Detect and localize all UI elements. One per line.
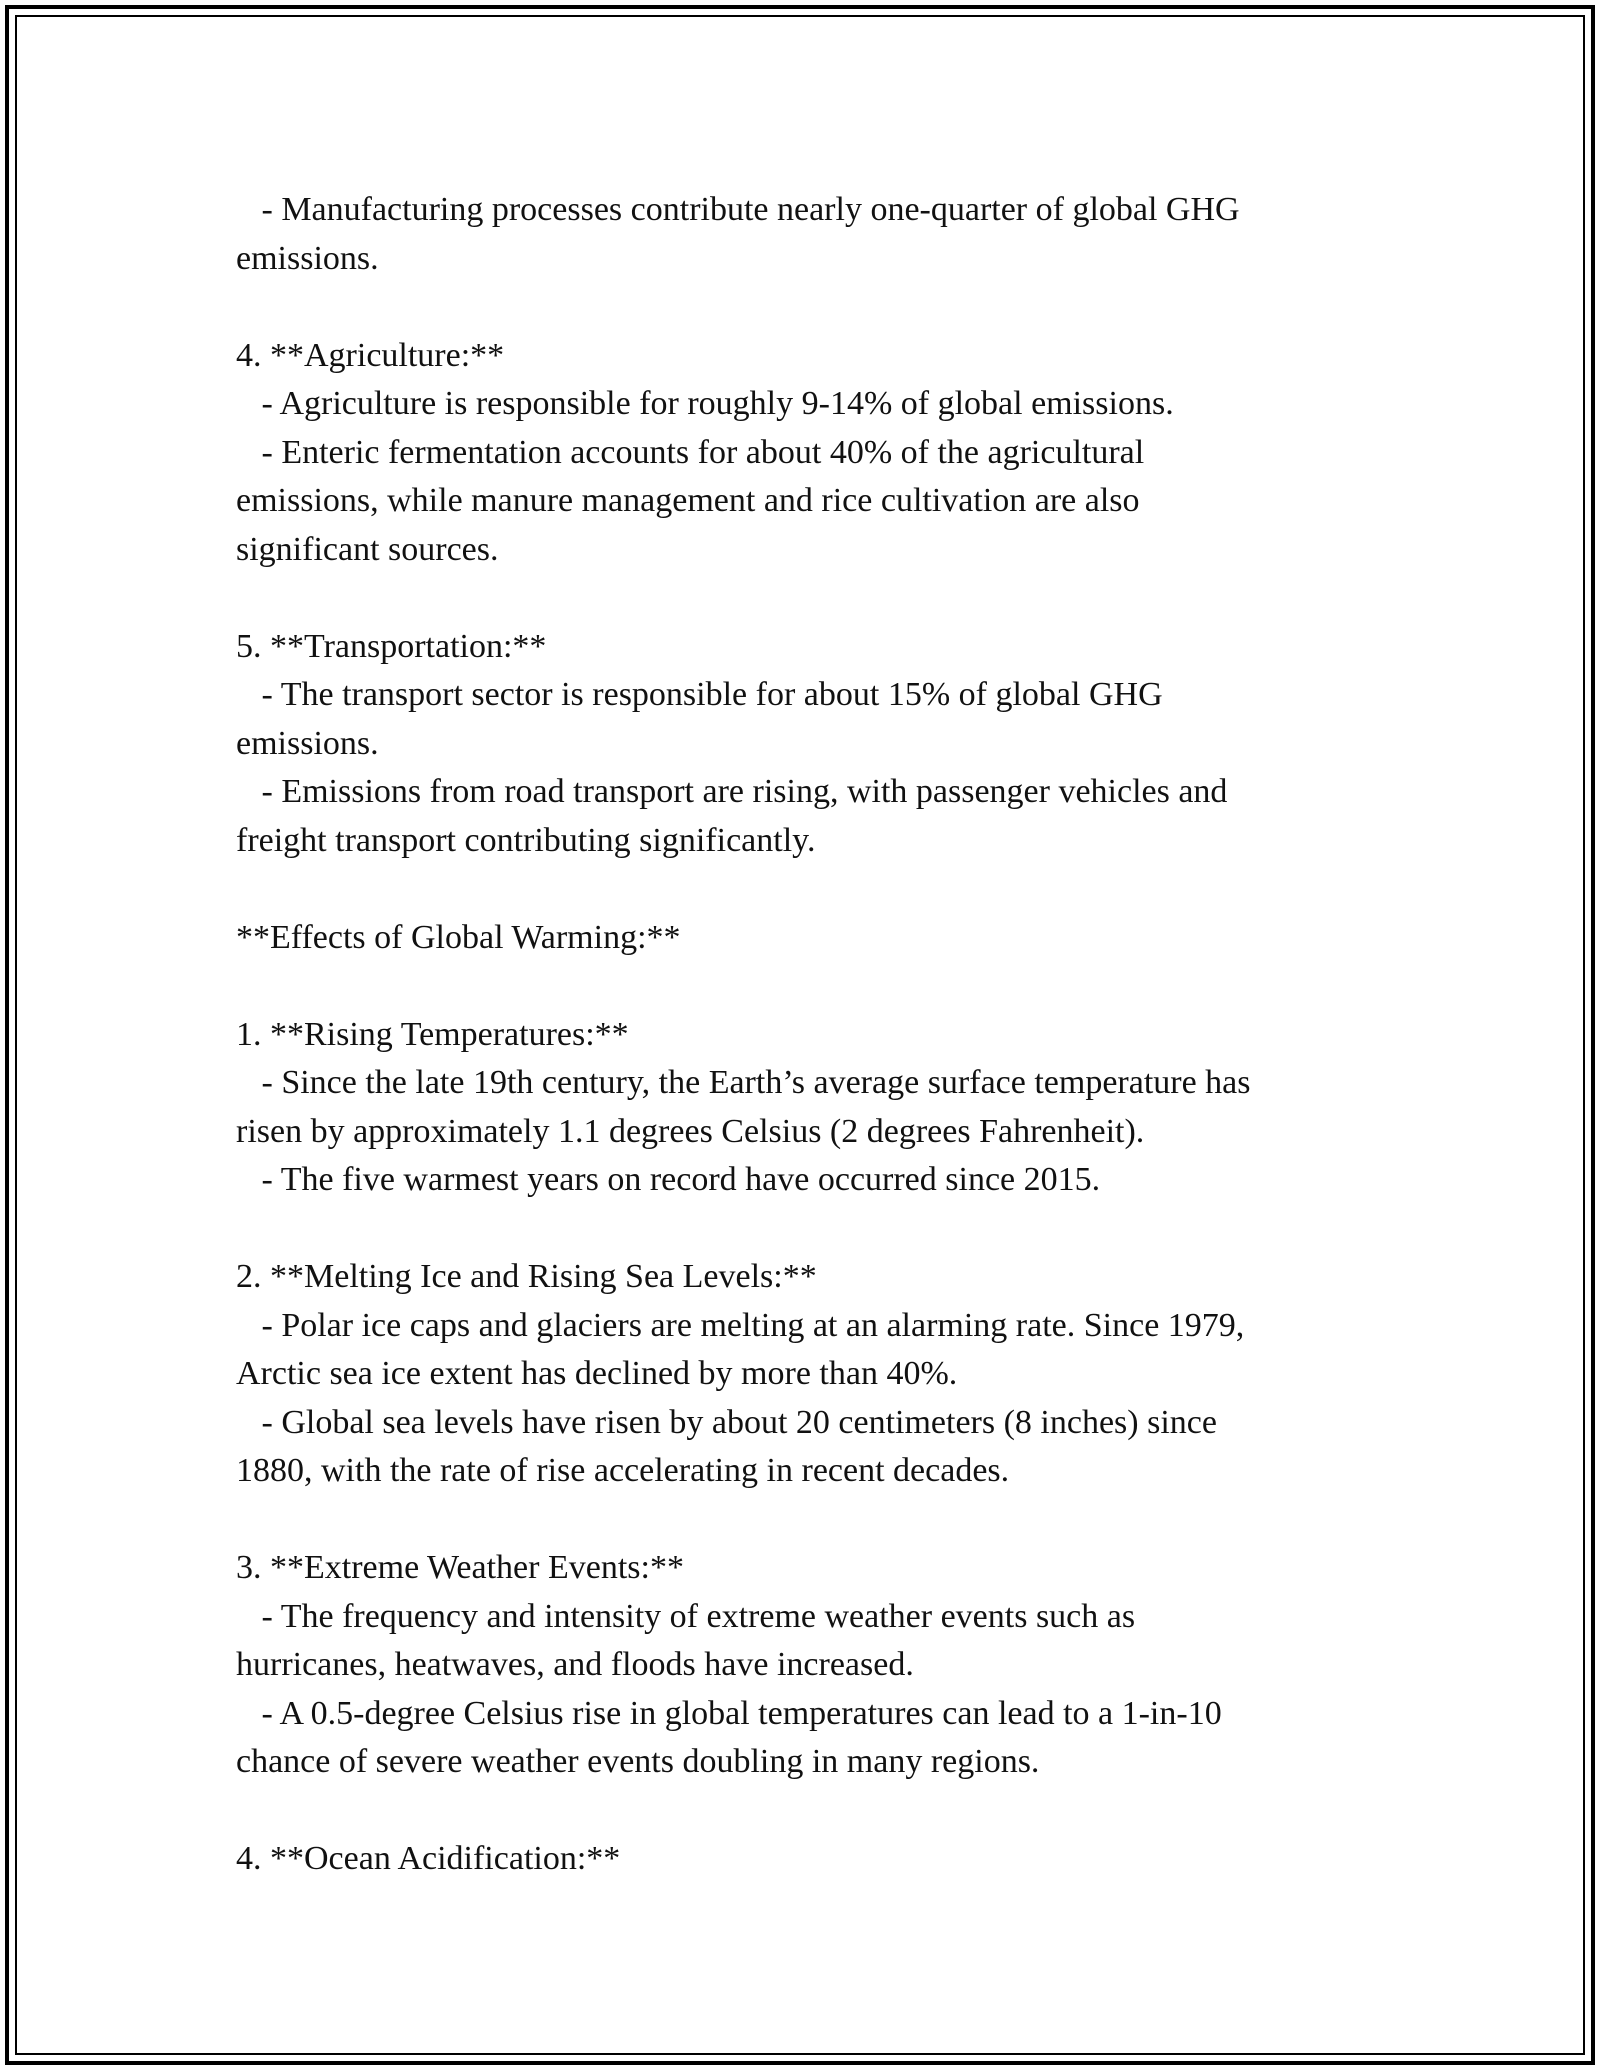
text-line: - Since the late 19th century, the Earth’s average surface temperature has [236, 1064, 1251, 1101]
text-line: - Enteric fermentation accounts for about 40% of the agricultural [236, 433, 1145, 471]
section-heading: 5. **Transportation:** [236, 627, 547, 665]
text-line: chance of severe weather events doubling in many regions. [236, 1743, 1040, 1780]
text-line: significant sources. [236, 530, 499, 568]
blank-line [236, 865, 1366, 914]
section-heading: 4. **Agriculture:** [236, 336, 505, 374]
text-line: - Manufacturing processes contribute nearly one-quarter of global GHG [236, 191, 1240, 228]
text-line: freight transport contributing significantly. [236, 821, 816, 859]
text-line: - The frequency and intensity of extreme weather events such as [236, 1597, 1136, 1635]
blank-line [236, 574, 1366, 623]
section-heading: 3. **Extreme Weather Events:** [236, 1549, 684, 1586]
text-line: Arctic sea ice extent has declined by more than 40%. [236, 1355, 958, 1392]
text-line: - Polar ice caps and glaciers are melting at an alarming rate. Since 1979, [236, 1306, 1245, 1344]
text-line: - Agriculture is responsible for roughly 9-14% of global emissions. [236, 385, 1174, 422]
text-line: - A 0.5-degree Celsius rise in global temperatures can lead to a 1-in-10 [236, 1694, 1222, 1732]
text-line: 1880, with the rate of rise accelerating in recent decades. [236, 1452, 1010, 1489]
text-line: - Global sea levels have risen by about 20 centimeters (8 inches) since [236, 1403, 1217, 1441]
blank-line [236, 1496, 1366, 1545]
blank-line [236, 1205, 1366, 1254]
text-line: emissions, while manure management and rice cultivation are also [236, 482, 1140, 519]
text-line: - The transport sector is responsible for about 15% of global GHG [236, 676, 1163, 713]
section-title: **Effects of Global Warming:** [236, 918, 681, 956]
text-line: emissions. [236, 239, 379, 277]
text-line: risen by approximately 1.1 degrees Celsius (2 degrees Fahrenheit). [236, 1112, 1145, 1150]
text-line: hurricanes, heatwaves, and floods have increased. [236, 1646, 914, 1683]
section-heading: 2. **Melting Ice and Rising Sea Levels:** [236, 1258, 817, 1295]
text-line: - The five warmest years on record have occurred since 2015. [236, 1161, 1101, 1198]
text-line: emissions. [236, 724, 379, 762]
section-heading: 1. **Rising Temperatures:** [236, 1015, 629, 1053]
blank-line [236, 1787, 1366, 1836]
text-line: - Emissions from road transport are rising, with passenger vehicles and [236, 773, 1228, 810]
blank-line [236, 962, 1366, 1011]
document-body [236, 186, 1366, 1884]
blank-line [236, 283, 1366, 332]
section-heading: 4. **Ocean Acidification:** [236, 1840, 621, 1877]
